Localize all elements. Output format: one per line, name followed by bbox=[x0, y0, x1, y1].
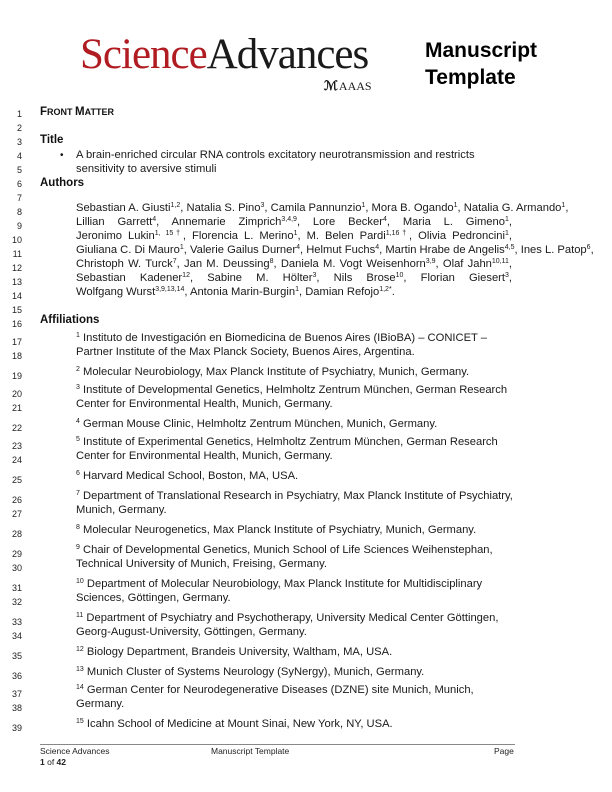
front-matter-cap1: F bbox=[40, 106, 48, 118]
affiliation-number: 2 bbox=[76, 366, 80, 373]
footer-divider bbox=[40, 744, 515, 745]
affiliation-line-1: Biology Department, Brandeis University, Waltham, MA, USA. bbox=[86, 646, 393, 658]
author-affiliation-sup: 3 bbox=[312, 272, 317, 279]
aaas-mark-icon: ℳ bbox=[324, 78, 338, 93]
author-name: Wolfgang Wurst bbox=[76, 286, 156, 298]
line-number: 28 bbox=[11, 529, 22, 539]
authors-line: Sebastian Kadener$^{12}$, Sabine M. Hölter$^3$, Nils Brose$^{10}$, Florian Giesert$^3$, bbox=[76, 272, 513, 284]
author-name: Helmut Fuchs bbox=[306, 244, 376, 256]
affiliation-item bbox=[76, 383, 507, 397]
line-number: 24 bbox=[11, 455, 22, 465]
authors-line: Jeronimo Lukin$^{1, 15\dagger}$, Florencia L. Merino$^1$, M. Belen Pardi$^{1,16\dagger}$, Olivia Pedroncini$^1$, bbox=[76, 230, 512, 242]
author-name: Florian Giesert bbox=[420, 272, 506, 284]
template-title-line2: Template bbox=[425, 66, 516, 89]
author-affiliation-sup: 1 bbox=[293, 230, 298, 237]
line-number: 32 bbox=[11, 597, 22, 607]
line-number: 38 bbox=[11, 703, 22, 713]
line-number: 2 bbox=[16, 123, 22, 133]
author-name: Natalia S. Pino bbox=[186, 202, 261, 214]
affiliation-line-2: Center for Environmental Health, Munich, Germany. bbox=[76, 398, 333, 410]
affiliation-item bbox=[76, 417, 437, 431]
author-name: Giuliana C. Di Mauro bbox=[76, 244, 180, 256]
line-number: 4 bbox=[16, 151, 22, 161]
authors-heading: Authors bbox=[40, 177, 85, 189]
author-affiliation-sup: 4 bbox=[152, 216, 157, 223]
line-number: 5 bbox=[16, 165, 22, 175]
line-number: 37 bbox=[11, 689, 22, 699]
authors-list bbox=[76, 201, 594, 299]
line-number: 22 bbox=[11, 423, 22, 433]
affiliation-number: 8 bbox=[76, 524, 80, 531]
author-name: Jan M. Deussing bbox=[184, 258, 270, 270]
affiliation-number: 4 bbox=[76, 418, 80, 425]
affiliation-number: 13 bbox=[76, 666, 84, 673]
bullet-icon: • bbox=[60, 150, 64, 161]
affiliation-item bbox=[76, 611, 498, 625]
affiliation-number: 9 bbox=[76, 544, 80, 551]
line-number: 33 bbox=[11, 617, 22, 627]
affiliation-number: 1 bbox=[76, 332, 80, 339]
affiliation-line-1: Molecular Neurobiology, Max Planck Institute of Psychiatry, Munich, Germany. bbox=[83, 366, 470, 378]
author-name: Lore Becker bbox=[312, 216, 383, 228]
line-number: 23 bbox=[11, 441, 22, 451]
author-affiliation-sup: 3 bbox=[260, 202, 265, 209]
affiliation-line-2: Partner Institute of the Max Planck Society, Buenos Aires, Argentina. bbox=[76, 346, 415, 358]
line-number: 19 bbox=[11, 371, 22, 381]
affiliation-line-1: Instituto de Investigación en Biomedicina de Buenos Aires (IBioBA) – CONICET – bbox=[83, 332, 488, 344]
line-number: 6 bbox=[16, 179, 22, 189]
author-affiliation-sup: 6 bbox=[586, 244, 591, 251]
author-name: Mora B. Ogando bbox=[371, 202, 454, 214]
affiliation-item bbox=[76, 365, 469, 379]
author-affiliation-sup: 3,9 bbox=[425, 258, 436, 265]
line-number: 15 bbox=[11, 305, 22, 315]
footer-page-total: 42 bbox=[56, 757, 67, 767]
author-name: Natalia G. Armando bbox=[463, 202, 562, 214]
line-number: 7 bbox=[16, 193, 22, 203]
author-affiliation-sup: 1 bbox=[179, 244, 184, 251]
affiliation-line-1: Munich Cluster of Systems Neurology (SyNergy), Munich, Germany. bbox=[86, 666, 425, 678]
author-affiliation-sup: 4 bbox=[296, 244, 300, 251]
affiliation-line-2: Georg-August-University, Göttingen, Germany. bbox=[76, 626, 307, 638]
author-name: Nils Brose bbox=[333, 272, 396, 284]
template-title-line1: Manuscript bbox=[425, 39, 538, 62]
author-name: Camila Pannunzio bbox=[270, 202, 362, 214]
affiliation-item bbox=[76, 717, 393, 731]
affiliation-line-1: Icahn School of Medicine at Mount Sinai, New York, NY, USA. bbox=[86, 718, 393, 730]
author-affiliation-sup: 1,2 bbox=[170, 202, 181, 209]
affiliations-heading: Affiliations bbox=[40, 314, 100, 326]
author-affiliation-sup: 4 bbox=[375, 244, 380, 251]
affiliation-line-1: Institute of Experimental Genetics, Helmholtz Zentrum München, German Research bbox=[83, 436, 498, 448]
author-affiliation-sup: 1 bbox=[453, 202, 458, 209]
affiliation-item bbox=[76, 331, 487, 345]
affiliation-item bbox=[76, 645, 392, 659]
affiliation-line-1: German Center for Neurodegenerative Diseases (DZNE) site Munich, Munich, bbox=[86, 684, 474, 696]
author-name: Christoph W. Turck bbox=[76, 258, 173, 270]
author-name: M. Belen Pardi bbox=[306, 230, 386, 242]
author-name: Annemarie Zimprich bbox=[171, 216, 282, 228]
affiliation-number: 14 bbox=[76, 684, 84, 691]
affiliation-item bbox=[76, 469, 298, 483]
author-affiliation-sup: 7 bbox=[172, 258, 177, 265]
line-number: 27 bbox=[11, 509, 22, 519]
author-affiliation-sup: 10 bbox=[395, 272, 404, 279]
affiliation-line-1: Department of Translational Research in Psychiatry, Max Planck Institute of Psychiatry, bbox=[83, 490, 513, 502]
line-number: 9 bbox=[16, 221, 22, 231]
affiliation-line-1: German Mouse Clinic, Helmholtz Zentrum München, Munich, Germany. bbox=[83, 418, 438, 430]
author-affiliation-sup: 1,2* bbox=[379, 286, 392, 293]
authors-line: Lillian Garrett$^4$, Annemarie Zimprich$^{3,4,9}$, Lore Becker$^4$, Maria L. Gimeno$^1$, bbox=[76, 216, 512, 228]
title-line-1: A brain-enriched circular RNA controls excitatory neurotransmission and restricts bbox=[76, 149, 475, 161]
logo-word-advances: Advances bbox=[206, 31, 369, 78]
footer-page-current: 1 bbox=[40, 757, 45, 767]
author-name: Sebastian A. Giusti bbox=[76, 202, 171, 214]
footer-page-label: Page bbox=[494, 746, 514, 756]
author-name: Valerie Gailus Durner bbox=[189, 244, 297, 256]
affiliation-line-1: Harvard Medical School, Boston, MA, USA. bbox=[83, 470, 299, 482]
authors-line: Sebastian A. Giusti$^{1,2}$, Natalia S. Pino$^3$, Camila Pannunzio$^1$, Mora B. Ogando$^1$, Natalia G. Armando$^1$, bbox=[76, 202, 569, 214]
manuscript-template-title bbox=[425, 37, 537, 91]
affiliation-line-1: Molecular Neurogenetics, Max Planck Institute of Psychiatry, Munich, Germany. bbox=[83, 524, 477, 536]
author-name: Sebastian Kadener bbox=[76, 272, 183, 284]
affiliation-item bbox=[76, 435, 498, 449]
footer-journal: Science Advances bbox=[40, 746, 110, 756]
front-matter-heading bbox=[40, 105, 114, 119]
affiliation-line-1: Institute of Developmental Genetics, Helmholtz Zentrum München, German Research bbox=[83, 384, 508, 396]
affiliation-number: 10 bbox=[76, 578, 84, 585]
affiliation-item bbox=[76, 665, 424, 679]
front-matter-cap2: M bbox=[75, 106, 85, 118]
author-name: Olivia Pedroncini bbox=[418, 230, 505, 242]
line-number: 20 bbox=[11, 389, 22, 399]
footer-page-of: of bbox=[44, 757, 57, 767]
line-number: 12 bbox=[11, 263, 22, 273]
line-number: 10 bbox=[11, 235, 22, 245]
line-number: 36 bbox=[11, 671, 22, 681]
line-number: 13 bbox=[11, 277, 22, 287]
line-number: 8 bbox=[16, 207, 22, 217]
authors-line: Wolfgang Wurst$^{3,9,13,14}$, Antonia Marin-Burgin$^1$, Damian Refojo$^{1,2*}$. bbox=[76, 286, 395, 298]
author-affiliation-sup: 1, 15† bbox=[154, 230, 183, 237]
author-affiliation-sup: 1 bbox=[504, 230, 509, 237]
line-number: 35 bbox=[11, 651, 22, 661]
author-name: Maria L. Gimeno bbox=[402, 216, 505, 228]
affiliation-line-2: Technical University of Munich, Freising, Germany. bbox=[76, 558, 327, 570]
affiliation-line-2: Germany. bbox=[76, 698, 125, 710]
line-number: 25 bbox=[11, 475, 22, 485]
line-number: 30 bbox=[11, 563, 22, 573]
front-matter-small1: RONT bbox=[47, 107, 76, 117]
line-number: 11 bbox=[12, 249, 22, 259]
author-affiliation-sup: 10,11 bbox=[491, 258, 509, 265]
line-number: 1 bbox=[16, 109, 22, 119]
author-affiliation-sup: 12 bbox=[182, 272, 190, 279]
affiliation-number: 5 bbox=[76, 436, 80, 443]
author-name: Jeronimo Lukin bbox=[76, 230, 155, 242]
line-number: 3 bbox=[16, 137, 22, 147]
line-number: 21 bbox=[11, 403, 22, 413]
author-affiliation-sup: 4,5 bbox=[504, 244, 515, 251]
affiliation-item bbox=[76, 683, 474, 697]
line-number: 29 bbox=[11, 549, 22, 559]
affiliation-number: 7 bbox=[76, 490, 80, 497]
line-number: 31 bbox=[11, 583, 22, 593]
affiliation-number: 15 bbox=[76, 718, 84, 725]
authors-line: Giuliana C. Di Mauro$^1$, Valerie Gailus Durner$^4$, Helmut Fuchs$^4$, Martin Hrabe de Angelis$^{4,5}$, Ines L. Patop$^6$, bbox=[76, 244, 594, 256]
science-advances-logo bbox=[80, 30, 368, 79]
aaas-text: AAAS bbox=[338, 79, 372, 93]
affiliation-item bbox=[76, 577, 482, 591]
front-matter-small2: ATTER bbox=[84, 107, 114, 117]
line-number: 26 bbox=[11, 495, 22, 505]
authors-line: Christoph W. Turck$^7$, Jan M. Deussing$^8$, Daniela M. Vogt Weisenhorn$^{3,9}$, Olaf Jahn$^{10,11}$, bbox=[76, 258, 512, 270]
line-number: 39 bbox=[11, 723, 22, 733]
author-name: Daniela M. Vogt Weisenhorn bbox=[280, 258, 426, 270]
author-affiliation-sup: 1 bbox=[561, 202, 566, 209]
author-affiliation-sup: 3,9,13,14 bbox=[155, 286, 185, 293]
author-name: Lillian Garrett bbox=[76, 216, 153, 228]
author-name: Olaf Jahn bbox=[442, 258, 492, 270]
author-affiliation-sup: 1 bbox=[361, 202, 366, 209]
affiliation-number: 12 bbox=[76, 646, 84, 653]
author-name: Ines L. Patop bbox=[520, 244, 587, 256]
aaas-logo bbox=[324, 78, 372, 94]
affiliation-line-1: Chair of Developmental Genetics, Munich School of Life Sciences Weihenstephan, bbox=[83, 544, 493, 556]
line-number: 16 bbox=[11, 319, 22, 329]
title-line-2: sensitivity to aversive stimuli bbox=[76, 163, 217, 175]
affiliation-line-1: Department of Molecular Neurobiology, Max Planck Institute for Multidisciplinary bbox=[86, 578, 483, 590]
affiliation-number: 6 bbox=[76, 470, 80, 477]
logo-word-science: Science bbox=[80, 31, 207, 78]
affiliation-line-2: Center for Environmental Health, Munich, Germany. bbox=[76, 450, 333, 462]
footer-center: Manuscript Template bbox=[211, 746, 290, 756]
affiliation-number: 3 bbox=[76, 384, 80, 391]
affiliation-item bbox=[76, 543, 493, 557]
author-name: Sabine M. Hölter bbox=[207, 272, 313, 284]
author-name: Antonia Marin-Burgin bbox=[190, 286, 296, 298]
line-number: 14 bbox=[11, 291, 22, 301]
affiliation-line-2: Munich, Germany. bbox=[76, 504, 167, 516]
affiliation-number: 11 bbox=[76, 612, 84, 619]
author-affiliation-sup: 1,16† bbox=[385, 230, 410, 237]
line-number: 34 bbox=[11, 631, 22, 641]
author-affiliation-sup: 4 bbox=[382, 216, 387, 223]
author-affiliation-sup: 8 bbox=[269, 258, 274, 265]
author-affiliation-sup: 1 bbox=[295, 286, 299, 293]
line-number: 17 bbox=[11, 337, 22, 347]
author-affiliation-sup: 3,4,9 bbox=[281, 216, 297, 223]
author-affiliation-sup: 3 bbox=[505, 272, 509, 279]
affiliation-item bbox=[76, 489, 513, 503]
author-affiliation-sup: 1 bbox=[504, 216, 509, 223]
line-number: 18 bbox=[11, 351, 22, 361]
affiliation-item bbox=[76, 523, 476, 537]
title-heading: Title bbox=[40, 134, 64, 146]
affiliation-line-2: Sciences, Göttingen, Germany. bbox=[76, 592, 231, 604]
author-name: Florencia L. Merino bbox=[192, 230, 294, 242]
affiliation-line-1: Department of Psychiatry and Psychotherapy, University Medical Center Göttingen, bbox=[86, 612, 499, 624]
author-name: Damian Refojo bbox=[305, 286, 380, 298]
footer-page-count bbox=[40, 757, 66, 767]
author-name: Martin Hrabe de Angelis bbox=[385, 244, 505, 256]
